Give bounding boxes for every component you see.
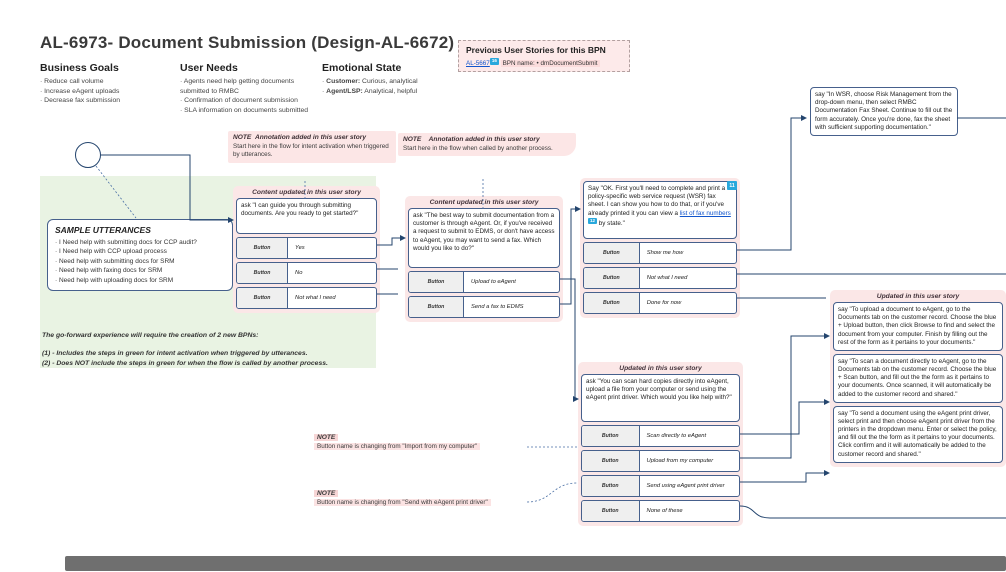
comment-badge[interactable]: 12	[590, 217, 596, 223]
note-send-rename	[314, 489, 526, 508]
note-label: NOTE	[233, 134, 252, 141]
button-option-label: Not what I need	[295, 295, 336, 301]
fax-numbers-link[interactable]: list of fax numbers	[679, 209, 731, 217]
dialog-header: Content updated in this user story	[429, 199, 539, 206]
footnote-point: (1) - Includes the steps in green for intent activation when triggered by utterances.	[42, 350, 308, 358]
button-option-label: Upload to eAgent	[471, 279, 516, 285]
button-type-label: Button	[582, 476, 640, 496]
button-type-label: Button	[582, 451, 640, 471]
button-type-label: Button	[584, 268, 640, 288]
button-type-label: Button	[584, 293, 640, 313]
note-label: NOTE	[314, 490, 338, 497]
emotional-state-item: · Customer: Curious, analytical	[322, 77, 482, 87]
previous-user-stories-box	[458, 40, 630, 72]
user-need-item: · Confirmation of document submission	[180, 96, 318, 106]
note-body: Start here in the flow when called by another process.	[403, 144, 553, 152]
utterance-item: · Need help with faxing docs for SRM	[55, 266, 225, 275]
business-goals-section	[40, 62, 170, 106]
dialog-header: Updated in this user story	[619, 365, 702, 372]
button-type-label: Button	[584, 243, 640, 263]
say-print-driver-instructions: say "To send a document using the eAgent print driver, select print and then choose eAgent print driver from the printers in the dropdown menu. Enter or select the policy, and fill out the the form as it pertains to your documents. Click confirm and it will automatically be added to the customer record and shared."	[833, 406, 1003, 463]
business-goal-item: · Increase eAgent uploads	[40, 87, 170, 97]
dialog-header: Content updated in this user story	[252, 189, 361, 196]
sample-utterances-box	[47, 219, 233, 291]
note-label: NOTE	[314, 434, 338, 441]
button-show-me-how[interactable]	[583, 242, 737, 264]
user-need-item: · Agents need help getting documents submitted to RMBC	[180, 77, 318, 96]
note-title-text: Annotation added in this user story	[428, 136, 540, 143]
start-node[interactable]	[75, 142, 101, 168]
note-body: Button name is changing from "Import from my computer"	[314, 443, 480, 450]
button-option-label: Send using eAgent print driver	[646, 483, 725, 489]
button-type-label: Button	[409, 297, 464, 317]
button-option-label: Yes	[295, 245, 305, 251]
horizontal-scrollbar[interactable]	[65, 556, 1006, 571]
footnote-intro: The go-forward experience will require the creation of 2 new BPNs:	[42, 332, 259, 339]
comment-badge[interactable]: 11	[727, 181, 737, 190]
button-done-for-now[interactable]	[583, 292, 737, 314]
button-no[interactable]	[236, 262, 377, 284]
note-title-text: Annotation added in this user story	[255, 134, 367, 141]
bpn-footnote	[42, 331, 387, 370]
utterance-item: · Need help with submitting docs for SRM	[55, 257, 225, 266]
updated-say-panel	[830, 290, 1006, 467]
button-type-label: Button	[237, 263, 288, 283]
button-upload-to-eagent[interactable]	[408, 271, 560, 293]
button-upload-from-computer[interactable]	[581, 450, 740, 472]
business-goal-item: · Decrease fax submission	[40, 96, 170, 106]
user-needs-heading: User Needs	[180, 62, 238, 74]
note-label: NOTE	[403, 136, 422, 143]
note-intent-activation	[228, 131, 396, 163]
button-none-of-these[interactable]	[581, 500, 740, 522]
story-link[interactable]: AL-5667	[466, 60, 490, 68]
say-text: by state."	[597, 219, 625, 227]
emotional-state-item: · Agent/LSP: Analytical, helpful	[322, 87, 482, 97]
button-not-what-i-need[interactable]	[583, 267, 737, 289]
button-type-label: Button	[237, 238, 288, 258]
note-called-by-process	[398, 133, 576, 156]
button-type-label: Button	[237, 288, 288, 308]
user-need-item: · SLA information on documents submitted	[180, 106, 318, 116]
button-option-label: Scan directly to eAgent	[646, 433, 707, 439]
note-body: Button name is changing from "Send with eAgent print driver"	[314, 499, 491, 506]
button-yes[interactable]	[236, 237, 377, 259]
say-upload-instructions: say "To upload a document to eAgent, go to the Documents tab on the customer record. Choose the blue + Upload button, then click Browse to find and select the document from your computer. Finish by filling out the rest of the form as it pertains to your documents."	[833, 302, 1003, 351]
button-not-what-i-need[interactable]	[236, 287, 377, 309]
business-goals-heading: Business Goals	[40, 62, 119, 74]
say-text: Say "OK. First you'll need to complete and print a policy-specific web service request (WSR) fax sheet. I can show you how to do that, or if you've already printed it you can view a	[588, 185, 726, 217]
button-option-label: None of these	[646, 508, 683, 514]
button-option-label: Done for now	[646, 300, 682, 306]
note-import-rename	[314, 433, 526, 452]
ask-message: ask "You can scan hard copies directly into eAgent, upload a file from your computer or send using the eAgent print driver. Which would you like help with?"	[581, 374, 740, 422]
user-needs-section	[180, 62, 318, 115]
emotional-state-heading: Emotional State	[322, 62, 402, 74]
utterance-item: · I Need help with submitting docs for CCP audit?	[55, 238, 225, 247]
button-send-fax-edms[interactable]	[408, 296, 560, 318]
button-send-print-driver[interactable]	[581, 475, 740, 497]
business-goal-item: · Reduce call volume	[40, 77, 170, 87]
utterance-item: · Need help with uploading docs for SRM	[55, 276, 225, 285]
utterance-item: · I Need help with CCP upload process	[55, 247, 225, 256]
dialog-wsr-fax-sheet	[580, 178, 740, 318]
wsr-instructions-box: say "In WSR, choose Risk Management from the drop-down menu, then select RMBC Documentation Fax Sheet. Continue to fill out the form accurately. Once you're done, fax the sheet with sufficient supporting documentation."	[810, 87, 958, 136]
button-option-label: No	[295, 270, 303, 276]
ask-message: ask "The best way to submit documentation from a customer is through eAgent. Or, if you've received a request to submit to EDMS, or don't have access to eAgent, you may want to send a fax. Which would you like to do?"	[408, 208, 560, 268]
dialog-eagent-options	[578, 362, 743, 526]
button-option-label: Not what I need	[646, 275, 688, 281]
button-option-label: Upload from my computer	[646, 458, 714, 464]
say-scan-instructions: say "To scan a document directly to eAgent, go to the Documents tab on the customer record. Choose the blue + Scan button, and fill out the the form as it pertains to your documents. Once scanned, it will automatically be added to the customer record and shared."	[833, 354, 1003, 403]
note-body: Start here in the flow for intent activation when triggered by utterances.	[233, 142, 389, 159]
button-option-label: Show me how	[646, 250, 684, 256]
button-type-label: Button	[582, 501, 640, 521]
dialog-get-started	[233, 186, 380, 313]
say-message	[583, 181, 737, 239]
bpn-name-text: BPN name: • dmDocumentSubmit	[502, 60, 598, 68]
panel-header: Updated in this user story	[876, 293, 960, 300]
button-option-label: Send a fax to EDMS	[471, 304, 524, 310]
page-title: AL-6973- Document Submission (Design-AL-6672)	[40, 33, 455, 52]
footnote-point: (2) - Does NOT include the steps in green for when the flow is called by another process.	[42, 360, 328, 368]
sample-utterances-heading: SAMPLE UTTERANCES	[55, 225, 151, 235]
button-type-label: Button	[582, 426, 640, 446]
previous-user-stories-title: Previous User Stories for this BPN	[466, 45, 606, 55]
ask-message: ask "I can guide you through submitting documents. Are you ready to get started?"	[236, 198, 377, 234]
button-type-label: Button	[409, 272, 464, 292]
comment-badge[interactable]: 16	[491, 58, 497, 63]
button-scan-directly[interactable]	[581, 425, 740, 447]
dialog-submit-method	[405, 196, 563, 322]
